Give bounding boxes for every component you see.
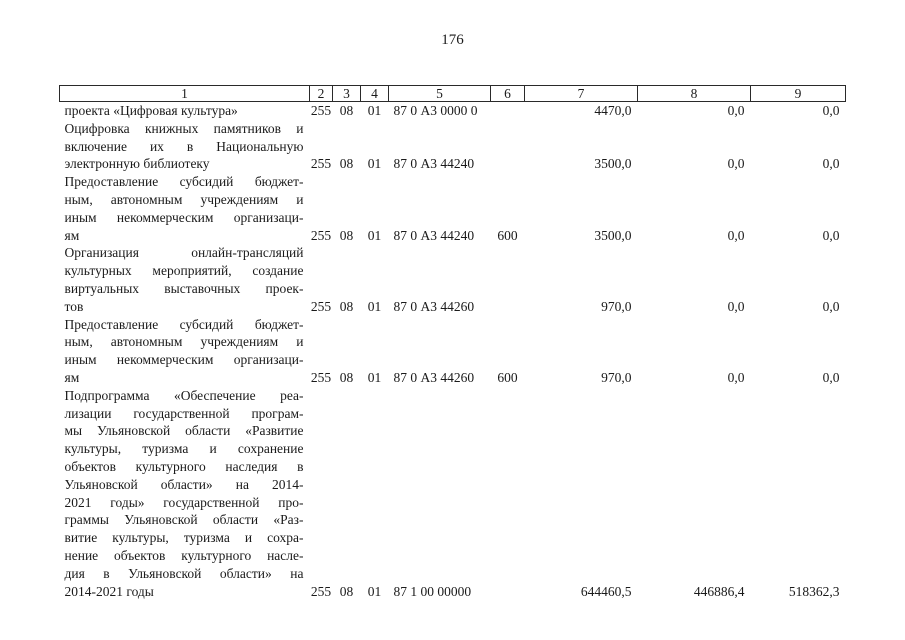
cell-target-article: 87 0 А3 44260 <box>393 369 475 385</box>
cell-amount-8: 0,0 <box>727 298 745 314</box>
cell-expense-type <box>491 102 525 120</box>
cell-amount-9: 518362,3 <box>788 583 840 599</box>
cell-section: 08 <box>339 156 354 172</box>
description-line: 2021 годы» государственной про- <box>64 494 304 510</box>
description-line: тов <box>64 298 84 314</box>
cell-amount-7: 644460,5 <box>580 583 632 599</box>
table-row <box>60 120 846 173</box>
description-line: ям <box>64 227 80 243</box>
col-header-3: 3 <box>333 86 361 102</box>
table-row <box>60 316 846 387</box>
col-header-4: 4 <box>361 86 389 102</box>
cell-expense-type <box>491 244 525 315</box>
cell-subsection: 01 <box>367 583 382 599</box>
cell-amount-8: 0,0 <box>727 103 745 118</box>
col-header-7: 7 <box>525 86 638 102</box>
description-line: 2014-2021 годы <box>64 583 154 599</box>
cell-subsection: 01 <box>367 227 382 243</box>
description-line: граммы Ульяновской области «Раз- <box>64 512 304 528</box>
cell-expense-type: 600 <box>497 227 518 243</box>
description-line: Подпрограмма «Обеспечение реа- <box>64 387 304 403</box>
cell-amount-7: 3500,0 <box>594 156 632 172</box>
cell-section: 08 <box>339 583 354 599</box>
cell-amount-9: 0,0 <box>822 156 840 172</box>
description-line: нение объектов культурного насле- <box>64 547 304 563</box>
budget-table <box>59 85 846 600</box>
cell-target-article: 87 1 00 00000 <box>393 583 472 599</box>
row-description <box>60 120 310 173</box>
cell-target-article: 87 0 А3 0000 0 <box>393 103 478 118</box>
cell-section: 08 <box>339 227 354 243</box>
cell-amount-8: 0,0 <box>727 369 745 385</box>
row-description <box>60 102 310 120</box>
cell-subsection: 01 <box>367 369 382 385</box>
description-line: Ульяновской области» на 2014- <box>64 476 304 492</box>
col-header-9: 9 <box>751 86 846 102</box>
description-line: иным некоммерческим организаци- <box>64 352 304 368</box>
cell-admin-code: 255 <box>310 298 332 314</box>
description-line: ям <box>64 369 80 385</box>
row-description <box>60 387 310 601</box>
row-description <box>60 244 310 315</box>
cell-subsection: 01 <box>367 298 382 314</box>
cell-admin-code: 255 <box>310 369 332 385</box>
cell-amount-9: 0,0 <box>822 227 840 243</box>
cell-amount-8: 446886,4 <box>693 583 745 599</box>
cell-admin-code: 255 <box>310 103 332 118</box>
description-line: мы Ульяновской области «Развитие <box>64 423 304 439</box>
cell-amount-9: 0,0 <box>822 369 840 385</box>
description-line: иным некоммерческим организаци- <box>64 209 304 225</box>
table-row <box>60 244 846 315</box>
cell-subsection: 01 <box>367 103 382 118</box>
page-number: 176 <box>441 32 464 48</box>
description-line: Оцифровка книжных памятников и <box>64 120 304 136</box>
description-line: проекта «Цифровая культура» <box>64 103 238 118</box>
description-line: объектов культурного наследия в <box>64 458 304 474</box>
cell-amount-9: 0,0 <box>822 298 840 314</box>
cell-target-article: 87 0 А3 44240 <box>393 156 475 172</box>
cell-admin-code: 255 <box>310 583 332 599</box>
col-header-6: 6 <box>491 86 525 102</box>
description-line: виртуальных выставочных проек- <box>64 280 304 296</box>
row-description <box>60 316 310 387</box>
cell-amount-7: 970,0 <box>601 369 632 385</box>
cell-expense-type <box>491 120 525 173</box>
col-header-8: 8 <box>638 86 751 102</box>
cell-amount-7: 970,0 <box>601 298 632 314</box>
description-line: витие культуры, туризма и сохра- <box>64 530 304 546</box>
description-line: культурных мероприятий, создание <box>64 263 304 279</box>
col-header-1: 1 <box>60 86 310 102</box>
cell-target-article: 87 0 А3 44240 <box>393 227 475 243</box>
description-line: электронную библиотеку <box>64 156 210 172</box>
cell-section: 08 <box>339 298 354 314</box>
col-header-5: 5 <box>389 86 491 102</box>
cell-admin-code: 255 <box>310 156 332 172</box>
cell-target-article: 87 0 А3 44260 <box>393 298 475 314</box>
cell-amount-8: 0,0 <box>727 227 745 243</box>
description-line: ным, автономным учреждениям и <box>64 191 304 207</box>
table-row <box>60 102 846 120</box>
description-line: включение их в Национальную <box>64 138 304 154</box>
cell-expense-type <box>491 387 525 601</box>
description-line: ным, автономным учреждениям и <box>64 334 304 350</box>
cell-admin-code: 255 <box>310 227 332 243</box>
cell-amount-7: 4470,0 <box>594 103 632 118</box>
description-line: Предоставление субсидий бюджет- <box>64 316 304 332</box>
cell-amount-7: 3500,0 <box>594 227 632 243</box>
cell-amount-9: 0,0 <box>822 103 840 118</box>
table-row <box>60 387 846 601</box>
description-line: культуры, туризма и сохранение <box>64 441 304 457</box>
cell-subsection: 01 <box>367 156 382 172</box>
description-line: лизации государственной програм- <box>64 405 304 421</box>
description-line: Предоставление субсидий бюджет- <box>64 174 304 190</box>
cell-section: 08 <box>339 103 354 118</box>
cell-section: 08 <box>339 369 354 385</box>
description-line: Организация онлайн-трансляций <box>64 245 304 261</box>
table-row <box>60 173 846 244</box>
cell-expense-type: 600 <box>497 369 518 385</box>
row-description <box>60 173 310 244</box>
description-line: дия в Ульяновской области» на <box>64 565 304 581</box>
col-header-2: 2 <box>310 86 333 102</box>
header-row <box>60 86 846 102</box>
cell-amount-8: 0,0 <box>727 156 745 172</box>
